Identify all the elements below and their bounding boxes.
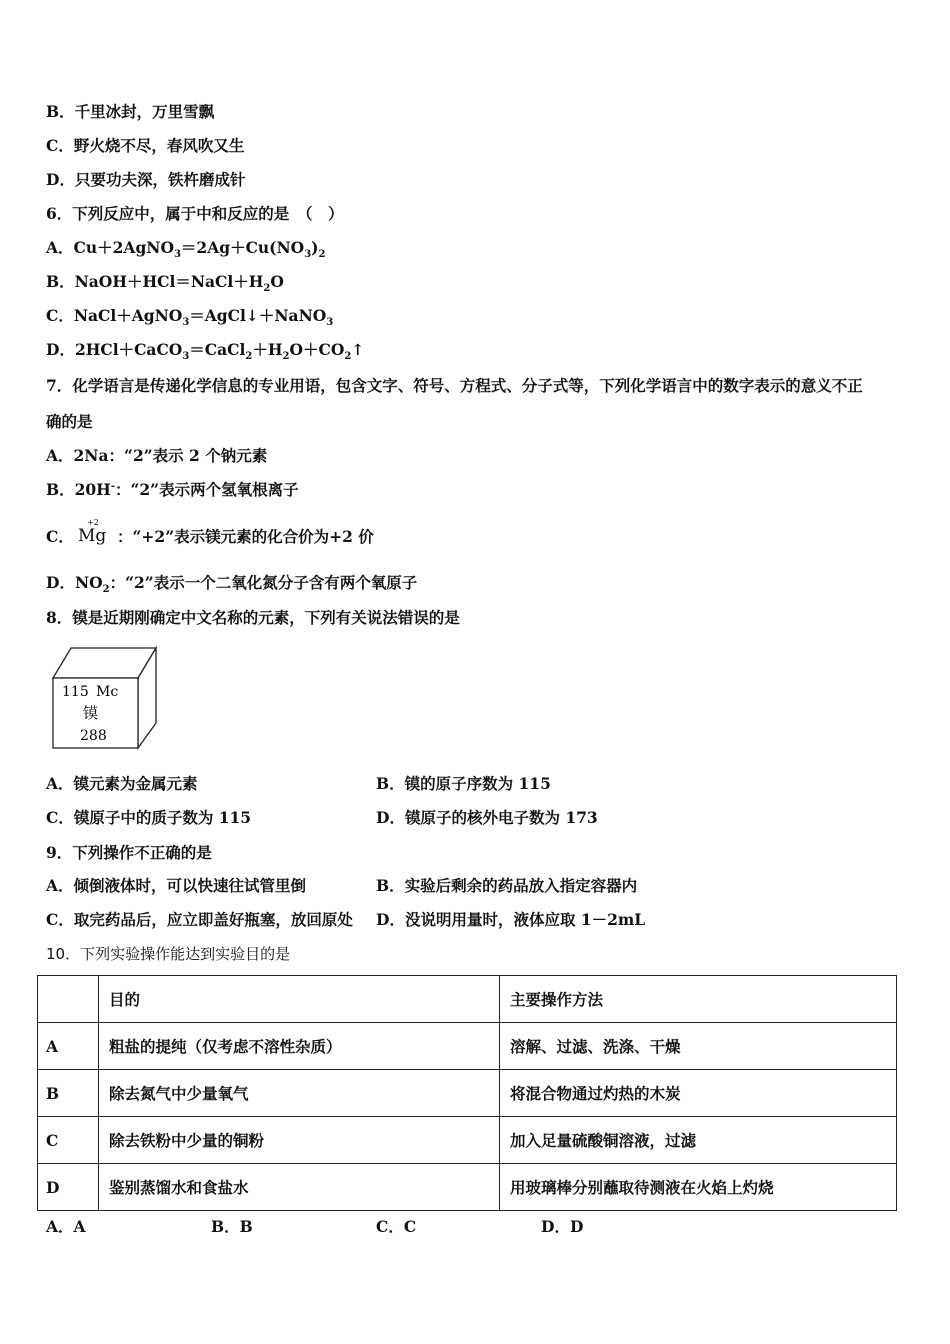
table-cell: A xyxy=(38,1023,99,1070)
valence-charge: +2 xyxy=(87,518,99,527)
element-name: 镆 xyxy=(83,704,99,722)
q10-option-a: A．A xyxy=(46,1217,86,1236)
q5-option-d: D．只要功夫深，铁杵磨成针 xyxy=(46,170,246,189)
q6-option-d: D．$2HCl+CaCO_3=CaCl_2+H_2O+CO_2↑$ xyxy=(46,340,365,363)
q8-option-b: B．镆的原子序数为 115 xyxy=(376,774,551,793)
table-cell: 将混合物通过灼热的木炭 xyxy=(500,1070,897,1117)
table-cell: 鉴别蒸馏水和食盐水 xyxy=(99,1164,500,1211)
table-row xyxy=(38,1070,897,1117)
table-header-cell: 主要操作方法 xyxy=(500,976,897,1023)
q10-table xyxy=(37,975,897,1211)
table-cell: D xyxy=(38,1164,99,1211)
q9-option-c: C．取完药品后，应立即盖好瓶塞，放回原处 xyxy=(46,910,353,929)
q9-option-d: D．没说明用量时，液体应取 1－2mL xyxy=(376,910,646,929)
q10-stem: 10．下列实验操作能达到实验目的是 xyxy=(46,945,291,963)
q6-option-b: B．$NaOH+HCl=NaCl+H_2O$ xyxy=(46,272,284,295)
q7-option-b: B．20H-：“2”表示两个氢氧根离子 xyxy=(46,480,299,499)
q6-option-a: A．$Cu+2AgNO_3=2Ag+Cu(NO_3)_2$ xyxy=(46,238,326,261)
q7-option-a: A．2Na：“2”表示 2 个钠元素 xyxy=(46,446,268,465)
table-cell: C xyxy=(38,1117,99,1164)
q10-option-b: B．B xyxy=(211,1217,253,1236)
table-cell: 粗盐的提纯（仅考虑不溶性杂质） xyxy=(99,1023,500,1070)
q7-option-c-label: C． xyxy=(46,527,74,546)
table-header-row xyxy=(38,976,897,1023)
q7-option-c-text: ：“+2”表示镁元素的化合价为+2 价 xyxy=(117,527,374,546)
atomic-number: 115 xyxy=(62,684,89,700)
q8-stem: 8．镆是近期刚确定中文名称的元素，下列有关说法错误的是 xyxy=(46,608,460,627)
q9-stem: 9．下列操作不正确的是 xyxy=(46,843,212,862)
q5-option-c: C．野火烧不尽，春风吹又生 xyxy=(46,136,245,155)
q9-option-b: B．实验后剩余的药品放入指定容器内 xyxy=(376,876,638,895)
table-row xyxy=(38,1023,897,1070)
q5-option-b: B．千里冰封，万里雪飘 xyxy=(46,102,215,121)
table-header-cell xyxy=(38,976,99,1023)
q10-option-c: C．C xyxy=(376,1217,417,1236)
q7-option-d: D．$NO_2$：“2”表示一个二氧化氮分子含有两个氧原子 xyxy=(46,573,418,596)
table-cell: 加入足量硫酸铜溶液，过滤 xyxy=(500,1117,897,1164)
element-tile-figure xyxy=(52,645,158,751)
q6-stem: 6．下列反应中，属于中和反应的是 （ ） xyxy=(46,204,344,223)
element-symbol-mc: Mc xyxy=(96,684,119,700)
table-cell: 除去铁粉中少量的铜粉 xyxy=(99,1117,500,1164)
table-row xyxy=(38,1117,897,1164)
q8-option-d: D．镆原子的核外电子数为 173 xyxy=(376,808,598,827)
q9-option-a: A．倾倒液体时，可以快速往试管里倒 xyxy=(46,876,307,895)
q7-stem-line2: 确的是 xyxy=(46,412,93,431)
atomic-mass: 288 xyxy=(80,728,107,744)
table-cell: 用玻璃棒分别蘸取待测液在火焰上灼烧 xyxy=(500,1164,897,1211)
element-symbol: Mg xyxy=(78,526,107,546)
table-header-cell: 目的 xyxy=(99,976,500,1023)
q8-option-c: C．镆原子中的质子数为 115 xyxy=(46,808,252,827)
table-row xyxy=(38,1164,897,1211)
mg-valence-notation xyxy=(78,518,118,548)
table-cell: 除去氮气中少量氧气 xyxy=(99,1070,500,1117)
q6-option-c: C．NaCl＋AgNO$_3$＝AgCl↓＋NaNO$_3$ xyxy=(46,306,334,329)
q7-stem-line1: 7．化学语言是传递化学信息的专业用语，包含文字、符号、方程式、分子式等，下列化学语言中的数字表示的意义不正 xyxy=(46,376,863,395)
q10-option-d: D．D xyxy=(541,1217,584,1236)
q8-option-a: A．镆元素为金属元素 xyxy=(46,774,198,793)
table-cell: B xyxy=(38,1070,99,1117)
table-cell: 溶解、过滤、洗涤、干燥 xyxy=(500,1023,897,1070)
